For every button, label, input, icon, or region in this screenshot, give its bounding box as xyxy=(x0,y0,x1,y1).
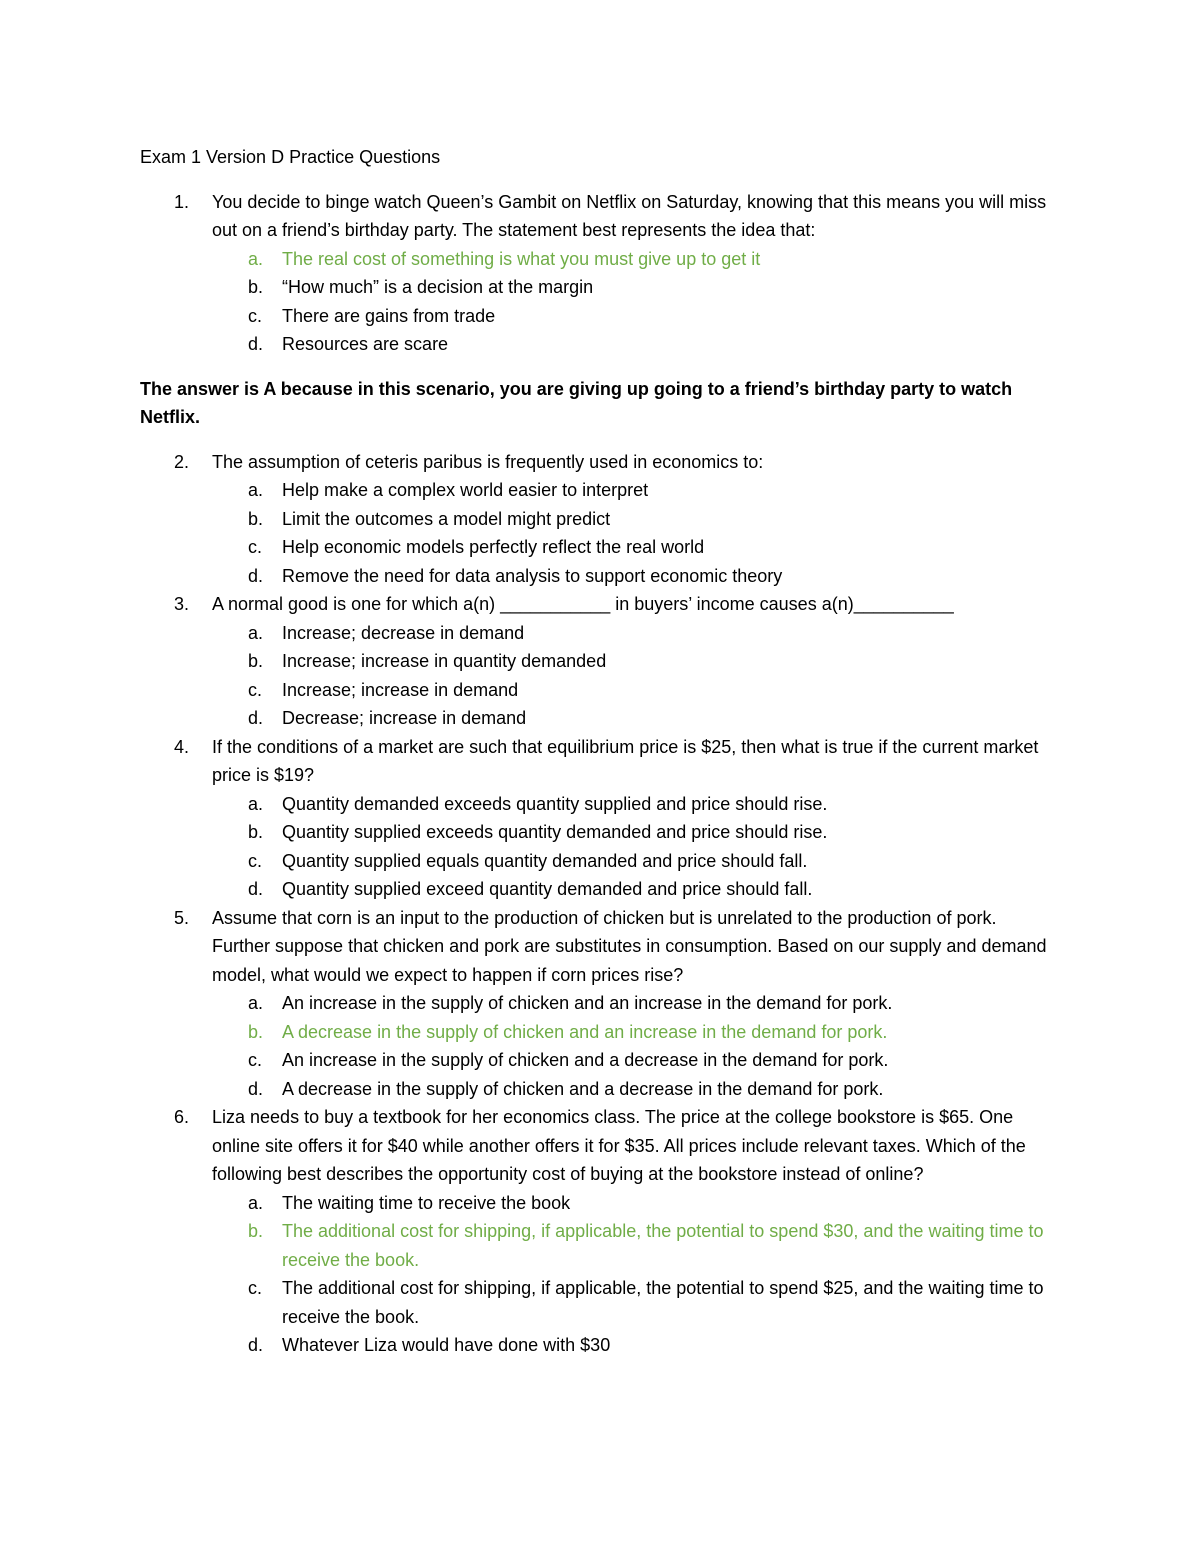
option-letter: c. xyxy=(248,305,263,326)
option-letter: b. xyxy=(248,508,264,529)
option-text: Resources are scare xyxy=(282,334,449,354)
option-b xyxy=(212,647,1050,676)
option-letter: a. xyxy=(248,480,264,500)
option-a xyxy=(212,476,1050,505)
option-text: Increase; decrease in demand xyxy=(282,622,525,643)
option-list xyxy=(212,245,1050,359)
option-letter: b. xyxy=(248,277,264,297)
option-list xyxy=(212,619,1050,733)
option-d xyxy=(212,875,1050,904)
question-number: 5. xyxy=(174,907,190,928)
option-text: The real cost of something is what you must give up to get it xyxy=(282,248,761,269)
question-number: 6. xyxy=(174,1107,190,1127)
option-letter: d. xyxy=(248,1335,264,1355)
question-text: Liza needs to buy a textbook for her economics class. The price at the college bookstore is $65. One online site offers it for $40 while another offers it for $35. All prices include relevant taxes. Which of the following best describes the opportunity cost of buying at the bookstore instead of online? xyxy=(212,1107,1026,1184)
option-text: The additional cost for shipping, if applicable, the potential to spend $25, and the waiting time to receive the book. xyxy=(282,1278,1044,1327)
question-2 xyxy=(140,448,1050,591)
option-c xyxy=(212,676,1050,705)
option-letter: d. xyxy=(248,708,264,728)
option-text: Whatever Liza would have done with $30 xyxy=(282,1335,611,1355)
option-b-highlighted xyxy=(212,1018,1050,1047)
question-4 xyxy=(140,733,1050,904)
option-text: A decrease in the supply of chicken and an increase in the demand for pork. xyxy=(282,1021,888,1042)
question-number: 1. xyxy=(174,191,190,212)
question-text: If the conditions of a market are such that equilibrium price is $25, then what is true if the current market price is $19? xyxy=(212,736,1039,785)
option-text: Quantity supplied equals quantity demanded and price should fall. xyxy=(282,850,808,871)
option-d xyxy=(212,704,1050,733)
question-6 xyxy=(140,1103,1050,1360)
option-d xyxy=(212,1075,1050,1104)
option-letter: a. xyxy=(248,622,264,643)
option-text: “How much” is a decision at the margin xyxy=(282,277,594,297)
option-b xyxy=(212,818,1050,847)
option-d xyxy=(212,562,1050,591)
option-letter: b. xyxy=(248,1021,264,1042)
option-b xyxy=(212,505,1050,534)
option-letter: a. xyxy=(248,1192,264,1213)
option-letter: c. xyxy=(248,1278,263,1298)
option-text: Help make a complex world easier to interpret xyxy=(282,480,649,500)
document-title: Exam 1 Version D Practice Questions xyxy=(140,147,441,167)
option-letter: b. xyxy=(248,1221,264,1241)
option-c xyxy=(212,1274,1050,1331)
option-letter: c. xyxy=(248,537,263,557)
option-letter: a. xyxy=(248,993,264,1013)
option-text: Limit the outcomes a model might predict xyxy=(282,508,611,529)
option-text: Increase; increase in quantity demanded xyxy=(282,651,607,671)
option-c xyxy=(212,1046,1050,1075)
option-letter: c. xyxy=(248,679,263,700)
option-letter: d. xyxy=(248,879,264,899)
question-3 xyxy=(140,590,1050,733)
option-text: Decrease; increase in demand xyxy=(282,708,527,728)
question-list-continued xyxy=(140,448,1050,1360)
option-letter: c. xyxy=(248,850,263,871)
option-text: Remove the need for data analysis to support economic theory xyxy=(282,565,783,586)
option-text: Increase; increase in demand xyxy=(282,679,519,700)
option-letter: b. xyxy=(248,822,264,842)
option-list xyxy=(212,790,1050,904)
option-d xyxy=(212,1331,1050,1360)
option-letter: d. xyxy=(248,565,264,586)
answer-explanation: The answer is A because in this scenario, you are giving up going to a friend’s birthday party to watch Netflix. xyxy=(140,378,1013,427)
option-letter: b. xyxy=(248,651,264,671)
question-number: 3. xyxy=(174,594,190,614)
option-text: Help economic models perfectly reflect the real world xyxy=(282,537,705,557)
question-5 xyxy=(140,904,1050,1104)
option-text: Quantity supplied exceeds quantity demanded and price should rise. xyxy=(282,822,828,842)
option-a xyxy=(212,790,1050,819)
option-text: Quantity demanded exceeds quantity supplied and price should rise. xyxy=(282,793,828,814)
option-text: There are gains from trade xyxy=(282,305,496,326)
question-text: Assume that corn is an input to the production of chicken but is unrelated to the production of pork. Further suppose that chicken and pork are substitutes in consumption. Based on our supply and demand model, what would we expect to happen if corn prices rise? xyxy=(212,907,1047,985)
question-number: 2. xyxy=(174,451,190,472)
option-d xyxy=(212,330,1050,359)
option-a xyxy=(212,989,1050,1018)
question-text: The assumption of ceteris paribus is frequently used in economics to: xyxy=(212,451,764,472)
option-letter: a. xyxy=(248,793,264,814)
option-c xyxy=(212,847,1050,876)
option-list xyxy=(212,989,1050,1103)
option-a xyxy=(212,1189,1050,1218)
question-list xyxy=(140,188,1050,359)
option-letter: d. xyxy=(248,334,264,354)
question-text: A normal good is one for which a(n) ___________ in buyers’ income causes a(n)__________ xyxy=(212,594,954,614)
option-list xyxy=(212,476,1050,590)
question-number: 4. xyxy=(174,736,190,757)
option-letter: a. xyxy=(248,248,264,269)
option-text: An increase in the supply of chicken and a decrease in the demand for pork. xyxy=(282,1050,889,1070)
option-c xyxy=(212,302,1050,331)
option-text: Quantity supplied exceed quantity demanded and price should fall. xyxy=(282,879,813,899)
option-text: The additional cost for shipping, if applicable, the potential to spend $30, and the waiting time to receive the book. xyxy=(282,1221,1044,1270)
option-a xyxy=(212,619,1050,648)
question-1 xyxy=(140,188,1050,359)
option-text: An increase in the supply of chicken and an increase in the demand for pork. xyxy=(282,993,893,1013)
question-text: You decide to binge watch Queen’s Gambit on Netflix on Saturday, knowing that this means you will miss out on a friend’s birthday party. The statement best represents the idea that: xyxy=(212,191,1047,240)
option-a-highlighted xyxy=(212,245,1050,274)
option-text: A decrease in the supply of chicken and a decrease in the demand for pork. xyxy=(282,1078,884,1099)
option-list xyxy=(212,1189,1050,1360)
option-c xyxy=(212,533,1050,562)
option-letter: c. xyxy=(248,1050,263,1070)
option-b-highlighted xyxy=(212,1217,1050,1274)
option-letter: d. xyxy=(248,1078,264,1099)
option-b xyxy=(212,273,1050,302)
option-text: The waiting time to receive the book xyxy=(282,1192,571,1213)
